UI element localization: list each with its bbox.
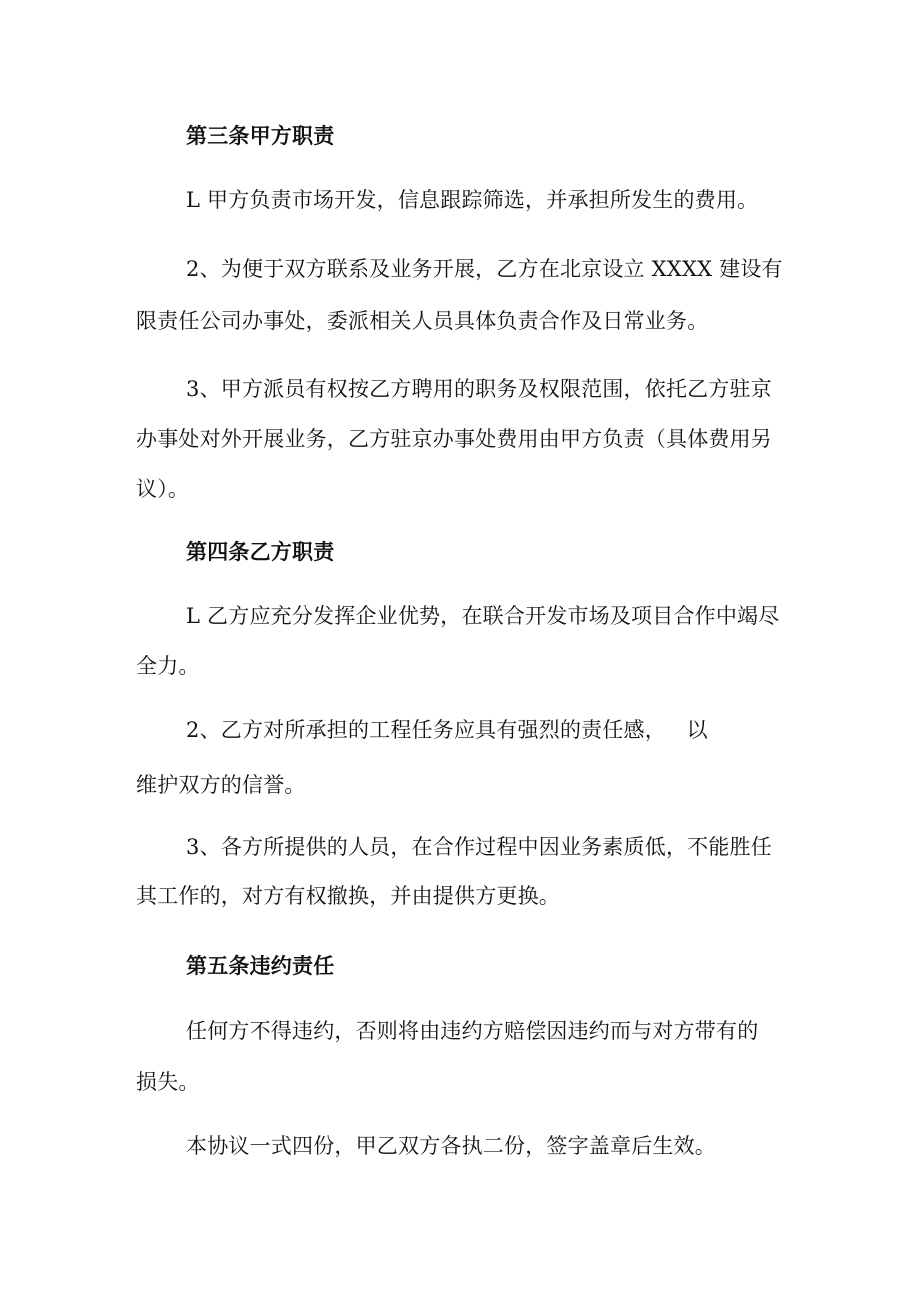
section5-para-line2: 损失。: [136, 1070, 200, 1094]
section4-item2-line2: 维护双方的信誉。: [136, 773, 306, 797]
paragraph-text: 、各方所提供的人员，在合作过程中因业务素质低，不能胜任: [199, 835, 772, 859]
list-marker: 3: [186, 377, 200, 401]
list-marker: L: [186, 188, 201, 212]
company-code: XXXX: [651, 257, 713, 281]
paragraph-text: 、乙方对所承担的工程任务应具有强烈的责任感， 以: [199, 718, 708, 742]
section4-item1-line1: [186, 601, 779, 631]
section3-item3-line3: 议）。: [136, 477, 190, 501]
closing-statement: 本协议一式四份，甲乙双方各执二份，签字盖章后生效。: [186, 1134, 716, 1158]
paragraph-text: 甲方负责市场开发，信息跟踪筛选，并承担所发生的费用。: [207, 188, 759, 212]
section3-title: 第三条甲方职责: [186, 124, 335, 148]
paragraph-text: 、为便于双方联系及业务开展，乙方在北京设立: [199, 257, 645, 281]
list-marker: 2: [186, 257, 200, 281]
section4-item3-line2: 其工作的，对方有权撤换，并由提供方更换。: [136, 884, 560, 908]
section3-item3-line1: [186, 374, 772, 404]
section3-item1: [186, 185, 758, 215]
section4-item1-line2: 全力。: [136, 654, 200, 678]
section5-title: 第五条违约责任: [186, 954, 335, 978]
list-marker: 2: [186, 718, 200, 742]
section5-para-line1: 任何方不得违约，否则将由违约方赔偿因违约而与对方带有的: [186, 1019, 759, 1043]
section3-item2-line1: [186, 254, 783, 284]
section4-title: 第四条乙方职责: [186, 540, 335, 564]
list-marker: 3: [186, 835, 200, 859]
paragraph-text: 、甲方派员有权按乙方聘用的职务及权限范围，依托乙方驻京: [199, 377, 772, 401]
paragraph-text: 乙方应充分发挥企业优势，在联合开发市场及项目合作中竭尽: [207, 604, 780, 628]
section3-item2-line2: 限责任公司办事处，委派相关人员具体负责合作及日常业务。: [136, 309, 709, 333]
paragraph-text: 建设有: [719, 257, 783, 281]
section3-item3-line2: 办事处对外开展业务，乙方驻京办事处费用由甲方负责（具体费用另: [136, 427, 772, 451]
section4-item2-line1: [186, 715, 708, 745]
list-marker: L: [186, 604, 201, 628]
section4-item3-line1: [186, 832, 772, 862]
